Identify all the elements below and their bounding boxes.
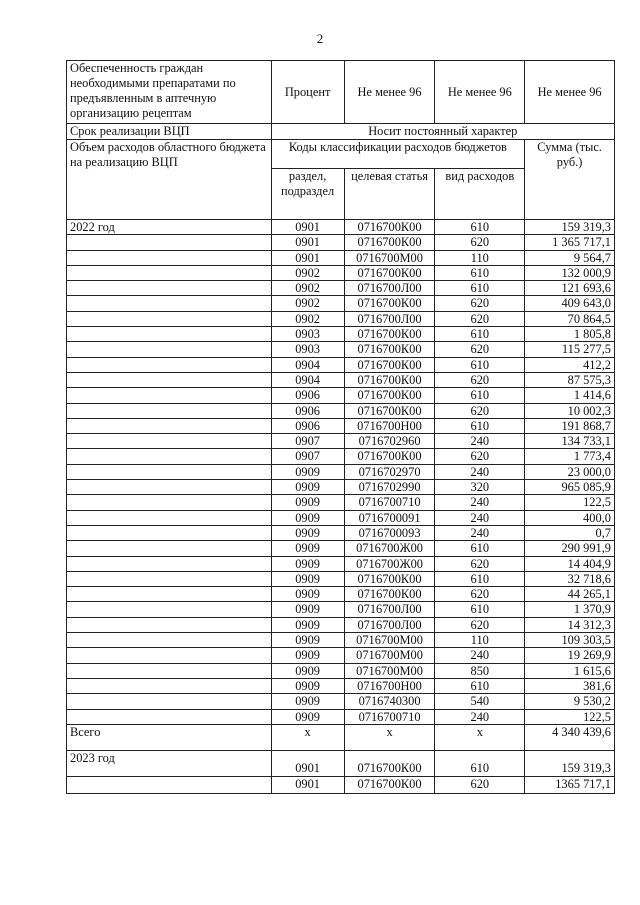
section-cell: 0909 bbox=[271, 464, 344, 479]
volume-label: Объем расходов областного бюджета на реализацию ВЦП bbox=[67, 140, 272, 220]
sum-cell: 1 773,4 bbox=[525, 449, 615, 464]
sum-cell: 9 530,2 bbox=[525, 694, 615, 709]
article-cell: 0716700М00 bbox=[344, 250, 435, 265]
sum-cell: 134 733,1 bbox=[525, 434, 615, 449]
section-cell: 0901 bbox=[271, 250, 344, 265]
article-cell: 0716700К00 bbox=[344, 372, 435, 387]
value-cell: Не менее 96 bbox=[435, 61, 525, 124]
section-cell: 0907 bbox=[271, 449, 344, 464]
empty-cell bbox=[67, 709, 272, 724]
budget-table bbox=[66, 60, 615, 794]
total-section: х bbox=[271, 724, 344, 750]
col-article-header: целевая статья bbox=[344, 169, 435, 220]
section-cell: 0909 bbox=[271, 510, 344, 525]
table-row bbox=[67, 449, 615, 464]
article-cell: 0716700К00 bbox=[344, 220, 435, 235]
sum-cell: 1 370,9 bbox=[525, 602, 615, 617]
type-cell: 620 bbox=[435, 235, 525, 250]
empty-cell bbox=[67, 602, 272, 617]
section-cell: 0902 bbox=[271, 265, 344, 280]
empty-cell bbox=[67, 265, 272, 280]
sum-cell: 0,7 bbox=[525, 525, 615, 540]
table-row bbox=[67, 342, 615, 357]
empty-cell bbox=[67, 556, 272, 571]
empty-cell bbox=[67, 587, 272, 602]
type-cell: 620 bbox=[435, 403, 525, 418]
article-cell: 0716702960 bbox=[344, 434, 435, 449]
type-cell: 620 bbox=[435, 617, 525, 632]
section-cell: 0909 bbox=[271, 480, 344, 495]
value-cell: Не менее 96 bbox=[525, 61, 615, 124]
table-row bbox=[67, 372, 615, 387]
article-cell: 0716700К00 bbox=[344, 342, 435, 357]
type-cell: 610 bbox=[435, 750, 525, 776]
type-cell: 240 bbox=[435, 648, 525, 663]
section-cell: 0909 bbox=[271, 633, 344, 648]
empty-cell bbox=[67, 525, 272, 540]
sum-cell: 19 269,9 bbox=[525, 648, 615, 663]
section-cell: 0901 bbox=[271, 776, 344, 793]
sum-cell: 409 643,0 bbox=[525, 296, 615, 311]
year-label: 2023 год bbox=[67, 750, 272, 776]
article-cell: 0716700710 bbox=[344, 709, 435, 724]
article-cell: 0716700М00 bbox=[344, 633, 435, 648]
section-cell: 0902 bbox=[271, 296, 344, 311]
article-cell: 0716700М00 bbox=[344, 648, 435, 663]
type-cell: 620 bbox=[435, 776, 525, 793]
table-row bbox=[67, 327, 615, 342]
empty-cell bbox=[67, 480, 272, 495]
article-cell: 0716700К00 bbox=[344, 750, 435, 776]
empty-cell bbox=[67, 372, 272, 387]
sum-cell: 32 718,6 bbox=[525, 571, 615, 586]
article-cell: 0716700Л00 bbox=[344, 281, 435, 296]
article-cell: 0716700Л00 bbox=[344, 602, 435, 617]
empty-cell bbox=[67, 418, 272, 433]
section-cell: 0906 bbox=[271, 388, 344, 403]
sum-cell: 400,0 bbox=[525, 510, 615, 525]
table-row bbox=[67, 388, 615, 403]
section-cell: 0906 bbox=[271, 418, 344, 433]
term-label: Срок реализации ВЦП bbox=[67, 124, 272, 140]
sum-cell: 159 319,3 bbox=[525, 220, 615, 235]
table-row bbox=[67, 678, 615, 693]
section-cell: 0909 bbox=[271, 617, 344, 632]
table-row bbox=[67, 250, 615, 265]
sum-cell: 44 265,1 bbox=[525, 587, 615, 602]
article-cell: 0716700К00 bbox=[344, 357, 435, 372]
article-cell: 0716700К00 bbox=[344, 327, 435, 342]
table-row bbox=[67, 403, 615, 418]
section-cell: 0902 bbox=[271, 311, 344, 326]
empty-cell bbox=[67, 403, 272, 418]
sum-cell: 115 277,5 bbox=[525, 342, 615, 357]
section-cell: 0909 bbox=[271, 709, 344, 724]
article-cell: 0716700К00 bbox=[344, 776, 435, 793]
empty-cell bbox=[67, 510, 272, 525]
type-cell: 240 bbox=[435, 709, 525, 724]
type-cell: 610 bbox=[435, 678, 525, 693]
article-cell: 0716700К00 bbox=[344, 296, 435, 311]
section-cell: 0909 bbox=[271, 602, 344, 617]
article-cell: 0716700К00 bbox=[344, 388, 435, 403]
sum-cell: 290 991,9 bbox=[525, 541, 615, 556]
type-cell: 620 bbox=[435, 587, 525, 602]
sum-cell: 132 000,9 bbox=[525, 265, 615, 280]
article-cell: 0716700Н00 bbox=[344, 678, 435, 693]
section-cell: 0909 bbox=[271, 525, 344, 540]
sum-cell: 1 615,6 bbox=[525, 663, 615, 678]
table-row bbox=[67, 602, 615, 617]
sum-cell: 122,5 bbox=[525, 495, 615, 510]
sum-cell: 87 575,3 bbox=[525, 372, 615, 387]
article-cell: 0716740300 bbox=[344, 694, 435, 709]
type-cell: 610 bbox=[435, 327, 525, 342]
empty-cell bbox=[67, 464, 272, 479]
empty-cell bbox=[67, 633, 272, 648]
sum-cell: 70 864,5 bbox=[525, 311, 615, 326]
type-cell: 620 bbox=[435, 311, 525, 326]
section-cell: 0909 bbox=[271, 587, 344, 602]
table-row bbox=[67, 480, 615, 495]
sum-cell: 1 805,8 bbox=[525, 327, 615, 342]
empty-cell bbox=[67, 388, 272, 403]
article-cell: 0716700К00 bbox=[344, 235, 435, 250]
sum-cell: 159 319,3 bbox=[525, 750, 615, 776]
type-cell: 320 bbox=[435, 480, 525, 495]
section-cell: 0909 bbox=[271, 694, 344, 709]
article-cell: 0716700Л00 bbox=[344, 617, 435, 632]
section-cell: 0907 bbox=[271, 434, 344, 449]
article-cell: 0716700Ж00 bbox=[344, 556, 435, 571]
table-row bbox=[67, 281, 615, 296]
article-cell: 0716700091 bbox=[344, 510, 435, 525]
total-label: Всего bbox=[67, 724, 272, 750]
empty-cell bbox=[67, 311, 272, 326]
sum-cell: 965 085,9 bbox=[525, 480, 615, 495]
col-type-header: вид расходов bbox=[435, 169, 525, 220]
empty-cell bbox=[67, 495, 272, 510]
col-section-header: раздел, подраздел bbox=[271, 169, 344, 220]
total-sum: 4 340 439,6 bbox=[525, 724, 615, 750]
table-row bbox=[67, 709, 615, 724]
empty-cell bbox=[67, 571, 272, 586]
type-cell: 240 bbox=[435, 464, 525, 479]
table-row bbox=[67, 663, 615, 678]
empty-cell bbox=[67, 449, 272, 464]
empty-cell bbox=[67, 296, 272, 311]
volume-header-row bbox=[67, 140, 615, 169]
article-cell: 0716702990 bbox=[344, 480, 435, 495]
empty-cell bbox=[67, 250, 272, 265]
type-cell: 620 bbox=[435, 296, 525, 311]
value-cell: Не менее 96 bbox=[344, 61, 435, 124]
section-cell: 0909 bbox=[271, 663, 344, 678]
article-cell: 0716700710 bbox=[344, 495, 435, 510]
type-cell: 610 bbox=[435, 357, 525, 372]
article-cell: 0716702970 bbox=[344, 464, 435, 479]
table-row bbox=[67, 311, 615, 326]
type-cell: 610 bbox=[435, 418, 525, 433]
table-row bbox=[67, 571, 615, 586]
article-cell: 0716700К00 bbox=[344, 571, 435, 586]
type-cell: 240 bbox=[435, 510, 525, 525]
type-cell: 240 bbox=[435, 525, 525, 540]
table-row bbox=[67, 296, 615, 311]
sum-cell: 381,6 bbox=[525, 678, 615, 693]
article-cell: 0716700Н00 bbox=[344, 418, 435, 433]
sum-cell: 1365 717,1 bbox=[525, 776, 615, 793]
article-cell: 0716700Л00 bbox=[344, 311, 435, 326]
article-cell: 0716700К00 bbox=[344, 449, 435, 464]
sum-cell: 122,5 bbox=[525, 709, 615, 724]
section-cell: 0909 bbox=[271, 648, 344, 663]
empty-cell bbox=[67, 541, 272, 556]
supply-row bbox=[67, 61, 615, 124]
empty-cell bbox=[67, 235, 272, 250]
sum-label: Сумма (тыс. руб.) bbox=[525, 140, 615, 220]
year-label: 2022 год bbox=[67, 220, 272, 235]
empty-cell bbox=[67, 327, 272, 342]
sum-cell: 109 303,5 bbox=[525, 633, 615, 648]
empty-cell bbox=[67, 342, 272, 357]
sum-cell: 1 365 717,1 bbox=[525, 235, 615, 250]
empty-cell bbox=[67, 281, 272, 296]
section-cell: 0909 bbox=[271, 541, 344, 556]
term-value: Носит постоянный характер bbox=[271, 124, 614, 140]
section-cell: 0904 bbox=[271, 372, 344, 387]
page-number: 2 bbox=[316, 31, 324, 46]
section-cell: 0909 bbox=[271, 678, 344, 693]
type-cell: 620 bbox=[435, 342, 525, 357]
table-row bbox=[67, 434, 615, 449]
table-row bbox=[67, 357, 615, 372]
table-row bbox=[67, 750, 615, 776]
type-cell: 620 bbox=[435, 556, 525, 571]
type-cell: 240 bbox=[435, 495, 525, 510]
table-row bbox=[67, 541, 615, 556]
sum-cell: 1 414,6 bbox=[525, 388, 615, 403]
sum-cell: 191 868,7 bbox=[525, 418, 615, 433]
term-row bbox=[67, 124, 615, 140]
total-type: х bbox=[435, 724, 525, 750]
section-cell: 0901 bbox=[271, 220, 344, 235]
section-cell: 0903 bbox=[271, 327, 344, 342]
table-row bbox=[67, 235, 615, 250]
table-row bbox=[67, 220, 615, 235]
type-cell: 610 bbox=[435, 571, 525, 586]
type-cell: 610 bbox=[435, 541, 525, 556]
type-cell: 110 bbox=[435, 250, 525, 265]
section-cell: 0909 bbox=[271, 556, 344, 571]
table-row bbox=[67, 418, 615, 433]
article-cell: 0716700093 bbox=[344, 525, 435, 540]
table-row bbox=[67, 525, 615, 540]
sum-cell: 14 312,3 bbox=[525, 617, 615, 632]
table-row bbox=[67, 776, 615, 793]
sum-cell: 23 000,0 bbox=[525, 464, 615, 479]
section-cell: 0901 bbox=[271, 750, 344, 776]
type-cell: 620 bbox=[435, 372, 525, 387]
section-cell: 0904 bbox=[271, 357, 344, 372]
codes-label: Коды классификации расходов бюджетов bbox=[271, 140, 525, 169]
empty-cell bbox=[67, 648, 272, 663]
unit-cell: Процент bbox=[271, 61, 344, 124]
empty-cell bbox=[67, 617, 272, 632]
empty-cell bbox=[67, 357, 272, 372]
type-cell: 610 bbox=[435, 602, 525, 617]
section-cell: 0909 bbox=[271, 495, 344, 510]
type-cell: 240 bbox=[435, 434, 525, 449]
empty-cell bbox=[67, 694, 272, 709]
empty-cell bbox=[67, 434, 272, 449]
sum-cell: 14 404,9 bbox=[525, 556, 615, 571]
sum-cell: 10 002,3 bbox=[525, 403, 615, 418]
type-cell: 610 bbox=[435, 281, 525, 296]
table-row bbox=[67, 556, 615, 571]
table-row bbox=[67, 648, 615, 663]
section-cell: 0901 bbox=[271, 235, 344, 250]
article-cell: 0716700М00 bbox=[344, 663, 435, 678]
empty-cell bbox=[67, 776, 272, 793]
table-row bbox=[67, 495, 615, 510]
sum-cell: 121 693,6 bbox=[525, 281, 615, 296]
type-cell: 610 bbox=[435, 388, 525, 403]
sum-cell: 412,2 bbox=[525, 357, 615, 372]
table-row bbox=[67, 464, 615, 479]
table-row bbox=[67, 265, 615, 280]
empty-cell bbox=[67, 678, 272, 693]
total-row bbox=[67, 724, 615, 750]
type-cell: 620 bbox=[435, 449, 525, 464]
table-row bbox=[67, 587, 615, 602]
section-cell: 0906 bbox=[271, 403, 344, 418]
section-cell: 0909 bbox=[271, 571, 344, 586]
total-article: х bbox=[344, 724, 435, 750]
table-row bbox=[67, 510, 615, 525]
table-row bbox=[67, 617, 615, 632]
type-cell: 610 bbox=[435, 265, 525, 280]
section-cell: 0903 bbox=[271, 342, 344, 357]
table-row bbox=[67, 694, 615, 709]
article-cell: 0716700К00 bbox=[344, 403, 435, 418]
type-cell: 540 bbox=[435, 694, 525, 709]
type-cell: 850 bbox=[435, 663, 525, 678]
article-cell: 0716700К00 bbox=[344, 265, 435, 280]
supply-label: Обеспеченность граждан необходимыми препаратами по предъявленным в аптечную организацию рецептам bbox=[67, 61, 272, 124]
article-cell: 0716700К00 bbox=[344, 587, 435, 602]
type-cell: 110 bbox=[435, 633, 525, 648]
type-cell: 610 bbox=[435, 220, 525, 235]
article-cell: 0716700Ж00 bbox=[344, 541, 435, 556]
empty-cell bbox=[67, 663, 272, 678]
section-cell: 0902 bbox=[271, 281, 344, 296]
sum-cell: 9 564,7 bbox=[525, 250, 615, 265]
table-row bbox=[67, 633, 615, 648]
